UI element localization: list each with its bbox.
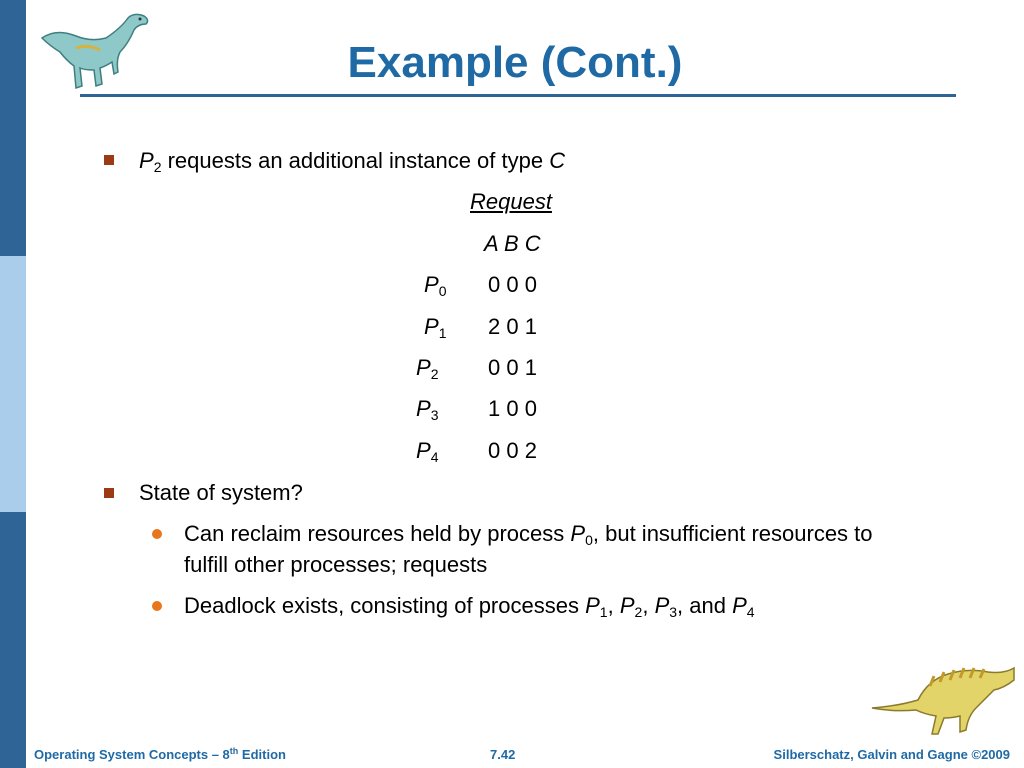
row-process: P — [416, 438, 431, 463]
table-columns — [484, 231, 541, 257]
sidebar-decoration — [0, 0, 26, 768]
bullet-state-text: State of system? — [139, 480, 303, 505]
table-row — [424, 272, 446, 298]
dinosaur-logo-bottom — [868, 660, 1018, 740]
sidebar-block-top — [0, 0, 26, 256]
table-row-values: 1 0 0 — [488, 396, 537, 421]
separator: , — [642, 593, 649, 618]
process-subscript: 2 — [634, 604, 643, 620]
footer-authors: Silberschatz, Galvin and Gagne ©2009 — [773, 747, 1010, 762]
subbullet-reclaim-line2: fulfill other processes; requests — [184, 552, 488, 577]
subbullet-deadlock-text — [184, 593, 755, 619]
subbullet-deadlock-part1: Deadlock exists, consisting of processes — [184, 593, 579, 618]
table-row — [424, 314, 446, 340]
process-name: P — [654, 593, 670, 618]
process-subscript: 0 — [585, 532, 593, 548]
bullet-request-body: requests an additional instance of type — [167, 148, 544, 173]
process-name: P — [570, 521, 586, 546]
table-columns-label: A B C — [484, 231, 541, 256]
round-bullet-icon — [152, 529, 162, 539]
table-header-request — [470, 189, 552, 215]
process-name: P — [732, 593, 747, 618]
square-bullet-icon — [104, 488, 114, 498]
subbullet-reclaim-text — [184, 521, 873, 547]
table-row — [416, 396, 438, 422]
table-header-label: Request — [470, 189, 552, 214]
separator: , and — [677, 593, 726, 618]
table-row-values: 0 0 2 — [488, 438, 537, 463]
sidebar-block-bottom — [0, 512, 26, 768]
round-bullet-icon — [152, 601, 162, 611]
row-process: P — [424, 272, 439, 297]
subbullet-reclaim-part1: Can reclaim resources held by process — [184, 521, 565, 546]
table-row — [416, 355, 438, 381]
process-subscript: 1 — [599, 604, 608, 620]
row-process-subscript: 4 — [430, 449, 439, 465]
process-name: P — [585, 593, 600, 618]
row-process-subscript: 0 — [438, 283, 447, 299]
footer-page-number: 7.42 — [490, 747, 516, 762]
row-process-subscript: 1 — [438, 325, 447, 341]
row-process: P — [416, 396, 431, 421]
subbullet-reclaim-part2: , but insufficient resources to — [592, 521, 873, 546]
row-process: P — [424, 314, 439, 339]
title-rule — [80, 94, 956, 97]
row-process-subscript: 2 — [430, 366, 439, 382]
process-subscript: 4 — [746, 604, 755, 620]
footer-course-title: Operating System Concepts – 8 — [34, 747, 230, 762]
separator: , — [607, 593, 614, 618]
process-name: P — [619, 593, 635, 618]
footer-course-edition: Edition — [241, 747, 286, 762]
process-subscript: 3 — [669, 604, 678, 620]
dinosaur-logo-top — [36, 8, 156, 96]
row-process: P — [416, 355, 431, 380]
slide-title: Example (Cont.) — [347, 38, 683, 87]
table-row — [416, 438, 438, 464]
table-row-values: 0 0 0 — [488, 272, 537, 297]
sidebar-block-middle — [0, 256, 26, 512]
bullet-request-text — [139, 148, 565, 174]
process-name: P — [139, 148, 154, 173]
resource-type: C — [549, 148, 566, 173]
row-process-subscript: 3 — [430, 407, 439, 423]
square-bullet-icon — [104, 155, 114, 165]
table-row-values: 0 0 1 — [488, 355, 537, 380]
process-subscript: 2 — [153, 159, 162, 175]
footer-course — [34, 747, 286, 762]
table-row-values: 2 0 1 — [488, 314, 537, 339]
footer-course-sup: th — [229, 746, 239, 756]
